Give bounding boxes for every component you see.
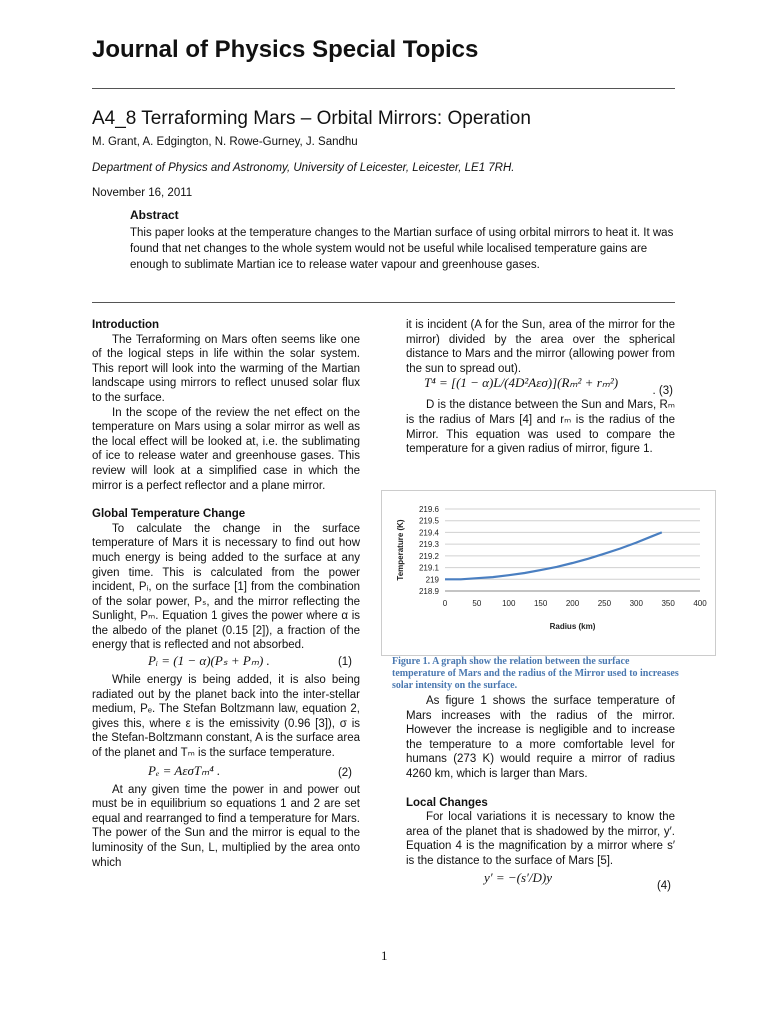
journal-title: Journal of Physics Special Topics [92, 36, 479, 63]
x-tick-label: 350 [661, 599, 675, 608]
y-tick-label: 219.3 [418, 540, 439, 550]
chart-svg [382, 491, 715, 655]
equation-4 [406, 869, 675, 893]
x-tick-label: 50 [472, 599, 482, 608]
equation-3-text: T⁴ = [(1 − α)L/(4D²Aεσ)](Rₘ² + rₘ²) [424, 375, 619, 391]
global-heading: Global Temperature Change [92, 508, 246, 521]
equation-2 [92, 761, 360, 783]
y-tick-label: 219.1 [418, 563, 439, 573]
right-paragraph-2: D is the distance between the Sun and Mars, Rₘ is the radius of Mars [4] and rₘ is the radius of the Mirror. This equation was used to compare the temperature for a given radius of mirror, figure 1. [406, 399, 675, 456]
y-tick-label: 219 [425, 575, 439, 585]
x-tick-label: 100 [502, 599, 516, 608]
x-tick-label: 150 [533, 599, 548, 608]
header-divider [92, 88, 675, 89]
equation-2-text: Pₑ = AεσTₘ⁴ . [148, 762, 221, 778]
abstract-heading: Abstract [130, 208, 179, 222]
authors: M. Grant, A. Edgington, N. Rowe-Gurney, J. Sandhu [92, 136, 358, 148]
right-paragraph-3: As figure 1 shows the surface temperature of Mars increases with the radius of the mirror. However the increase is negligible and to increase the temperature to a more comfortable level for humans (273 K) would require a mirror of radius 4260 km, which is larger than Mars. [406, 695, 675, 780]
equation-4-number: (4) [656, 879, 671, 892]
global-paragraph-2: While energy is being added, it is also being radiated out by the planet back into the inter-stellar medium, Pₑ. The Stefan Boltzmann law, equation 2, gives this, where ε is the emissivity (0.96 [3]), σ is the Stefan-Boltzmann constant, A is the surface area of the planet and Tₘ is the surface temperature. [92, 674, 360, 760]
equation-4-text: y′ = −(s′/D)y [484, 869, 552, 885]
y-axis-label: Temperature (K) [396, 519, 405, 581]
y-tick-label: 219.5 [418, 516, 439, 526]
right-paragraph-4: For local variations it is necessary to know the area of the planet that is shadowed by the mirror, y′. Equation 4 is the magnification by a mirror where s′ is the distance to the surface of Mars [5]. [406, 811, 675, 867]
equation-2-number: (2) [337, 766, 352, 779]
intro-heading: Introduction [92, 319, 160, 331]
right-column-top [406, 318, 675, 457]
right-column-bottom [406, 694, 675, 893]
affiliation: Department of Physics and Astronomy, University of Leicester, Leicester, LE1 7RH. [92, 162, 515, 174]
y-tick-label: 219.6 [418, 505, 439, 514]
y-tick-label: 219.4 [418, 528, 439, 538]
figure-1-caption: Figure 1. A graph show the relation between the surface temperature of Mars and the radius of the Mirror used to increases solar intensity on the surface. [392, 656, 679, 691]
equation-1-number: (1) [337, 656, 352, 669]
paper-title: A4_8 Terraforming Mars – Orbital Mirrors: Operation [92, 108, 531, 129]
local-heading: Local Changes [406, 796, 488, 809]
equation-1-text: Pᵢ = (1 − α)(Pₛ + Pₘ) . [148, 653, 270, 669]
page-number: 1 [381, 948, 388, 963]
y-tick-label: 218.9 [418, 587, 439, 596]
abstract-text: This paper looks at the temperature changes to the Martian surface of using orbital mirrors to heat it. It was found that net changes to the whole system would not be useful while localised temperature gains are enough to sublimate Martian ice to release water vapour and greenhouse gases. [130, 227, 674, 271]
global-paragraph-3: At any given time the power in and power out must be in equilibrium so equations 1 and 2 are set equal and rearranged to find a temperature for Mars. The power of the Sun and the mirror is equal to the luminosity of the Sun, L, multiplied by the area onto which [92, 783, 360, 869]
y-tick-label: 219.2 [418, 551, 439, 561]
x-tick-label: 400 [693, 599, 707, 608]
x-tick-label: 200 [565, 599, 580, 608]
abstract-divider [92, 302, 675, 303]
intro-paragraph-1: The Terraforming on Mars often seems like one of the logical steps in life within the solar system. This report will look into the warming of the Martian landscape using mirrors to reflect unused solar flux to the surface. [92, 333, 360, 404]
left-column [92, 318, 360, 870]
x-tick-label: 0 [442, 599, 448, 608]
equation-3 [406, 376, 675, 398]
x-tick-label: 300 [629, 599, 643, 608]
x-tick-label: 250 [597, 599, 612, 608]
equation-3-number: . (3) [652, 385, 673, 398]
equation-1 [92, 653, 360, 673]
date: November 16, 2011 [92, 187, 193, 199]
global-paragraph-1: To calculate the change in the surface temperature of Mars it is necessary to find out how much energy is being added to the surface at any given time. This is calculated from the power incident, Pᵢ, on the surface [1] from the combination of the solar power, Pₛ, and the mirror reflecting the Sunlight, Pₘ. Equation 1 gives the power where α is the albedo of the planet (0.15 [2]), a fraction of the energy that is reflected and not absorbed. [92, 522, 360, 652]
figure-1-chart [381, 490, 716, 656]
intro-paragraph-2: In the scope of the review the net effect on the temperature on Mars using a solar mirror as well as the local effect will be looked at, i.e. the sublimating of ice to release water and greenhouse gases. This review will look at a simplified case in which the mirror is a perfect reflector and a plane mirror. [92, 406, 360, 492]
right-paragraph-1: it is incident (A for the Sun, area of the mirror for the mirror) divided by the area over the spherical distance to Mars and the mirror (allowing power from the sun to spread out). [406, 319, 675, 375]
x-axis-label: Radius (km) [549, 622, 596, 631]
